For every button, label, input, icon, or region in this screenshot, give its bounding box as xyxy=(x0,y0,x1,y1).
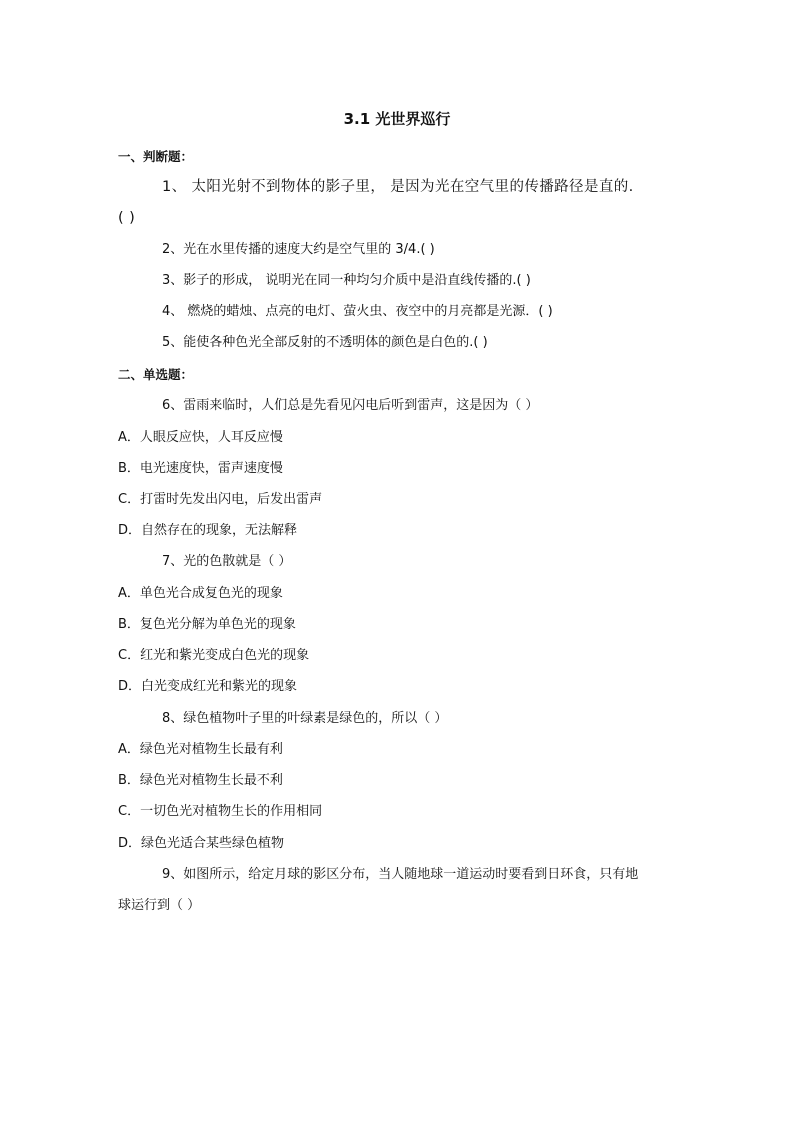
q6-option-d: D．自然存在的现象，无法解释 xyxy=(118,523,298,538)
q7-option-a: A．单色光合成复色光的现象 xyxy=(118,586,283,601)
choice-question-9: 9、如图所示，给定月球的影区分布，当人随地球一道运动时要看到日环食，只有地 xyxy=(162,867,639,882)
judge-question-5: 5、能使各种色光全部反射的不透明体的颜色是白色的.( ) xyxy=(162,335,488,350)
judge-question-1: 1、 太阳光射不到物体的影子里， 是因为光在空气里的传播路径是直的. xyxy=(162,179,634,195)
q8-option-c: C．一切色光对植物生长的作用相同 xyxy=(118,804,323,819)
judge-question-1-blank: ( ) xyxy=(118,210,136,226)
section-heading-choice: 二、单选题： xyxy=(118,367,194,382)
q8-option-b: B．绿色光对植物生长最不利 xyxy=(118,773,283,788)
judge-question-3: 3、影子的形成， 说明光在同一种均匀介质中是沿直线传播的.( ) xyxy=(162,273,531,288)
judge-question-4: 4、 燃烧的蜡烛、点亮的电灯、萤火虫、夜空中的月亮都是光源．( ) xyxy=(162,304,553,319)
q6-option-b: B．电光速度快，雷声速度慢 xyxy=(118,461,283,476)
q6-option-c: C．打雷时先发出闪电，后发出雷声 xyxy=(118,492,323,507)
q6-option-a: A．人眼反应快，人耳反应慢 xyxy=(118,430,283,445)
q8-option-d: D．绿色光适合某些绿色植物 xyxy=(118,836,285,851)
q8-option-a: A．绿色光对植物生长最有利 xyxy=(118,742,283,757)
q7-option-d: D．白光变成红光和紫光的现象 xyxy=(118,679,298,694)
choice-question-8: 8、绿色植物叶子里的叶绿素是绿色的，所以（ ） xyxy=(162,711,448,726)
choice-question-9-continued: 球运行到（ ） xyxy=(118,898,201,913)
page-title: 3.1 光世界巡行 xyxy=(343,110,451,128)
section-heading-judge: 一、判断题： xyxy=(118,149,194,164)
q7-option-b: B．复色光分解为单色光的现象 xyxy=(118,617,296,632)
judge-question-2: 2、光在水里传播的速度大约是空气里的 3/4.( ) xyxy=(162,242,435,257)
choice-question-6: 6、雷雨来临时，人们总是先看见闪电后听到雷声，这是因为（ ） xyxy=(162,398,539,413)
choice-question-7: 7、光的色散就是（ ） xyxy=(162,554,292,569)
q7-option-c: C．红光和紫光变成白色光的现象 xyxy=(118,648,310,663)
